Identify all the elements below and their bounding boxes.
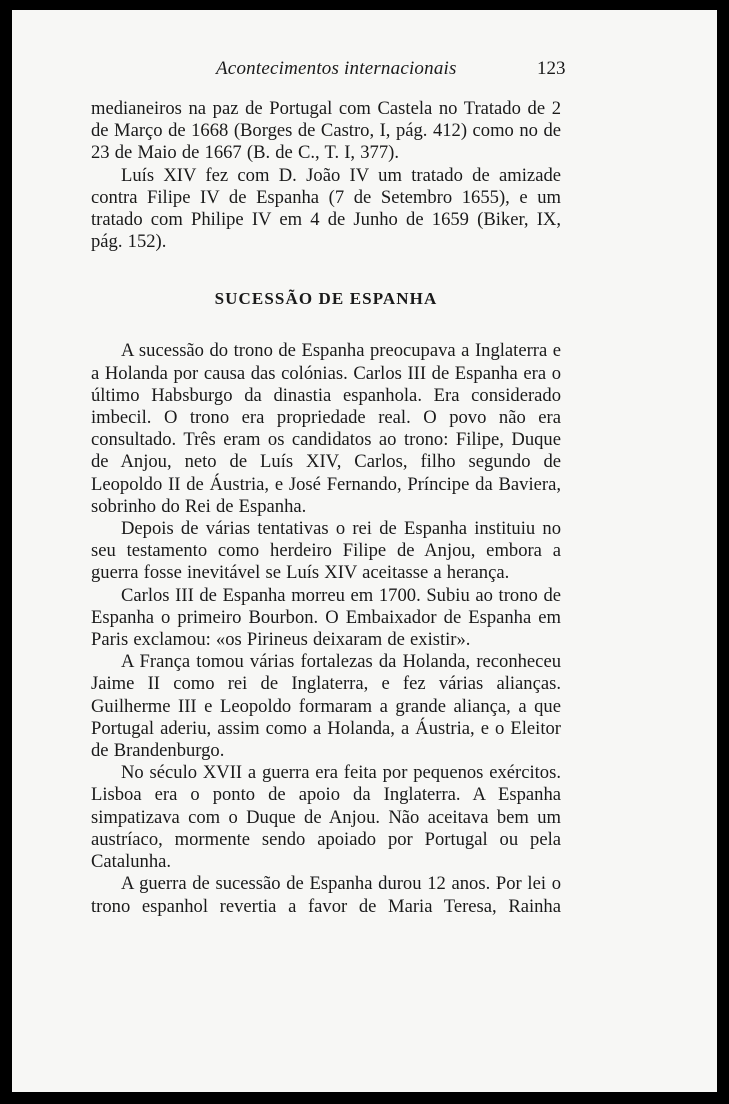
- section-paragraph-1: A sucessão do trono de Espanha preocupava a Inglaterra e a Holanda por causa das colónias. Carlos III de Espanha era o último Habsburgo da dinastia espanhola. Era considerado imbecil. O trono era propriedade real. O povo não era consultado. Três eram os candidatos ao trono: Filipe, Duque de Anjou, neto de Luís XIV, Carlos, filho segundo de Leopoldo II de Áustria, e José Fernando, Príncipe da Baviera, sobrinho do Rei de Espanha.: [91, 340, 561, 517]
- section-paragraph-5: No século XVII a guerra era feita por pequenos exércitos. Lisboa era o ponto de apoio da Inglaterra. A Espanha simpatizava com o Duque de Anjou. Não aceitava bem um austríaco, mormente sendo apoiado por Portugal ou pela Catalunha.: [91, 762, 561, 873]
- section-heading: SUCESSÃO DE ESPANHA: [214, 289, 438, 309]
- section-paragraph-4: A França tomou várias fortalezas da Holanda, reconheceu Jaime II como rei de Inglaterra, e fez várias alianças. Guilherme III e Leopoldo formaram a grande aliança, a que Portugal aderiu, assim como a Holanda, a Áustria, e o Eleitor de Brandenburgo.: [91, 651, 561, 762]
- page-number: 123: [537, 58, 566, 79]
- running-header: [12, 58, 717, 82]
- book-page: [12, 10, 717, 1092]
- intro-paragraph-1: medianeiros na paz de Portugal com Castela no Tratado de 2 de Março de 1668 (Borges de Castro, I, pág. 412) como no de 23 de Maio de 1667 (B. de C., T. I, 377).: [91, 98, 561, 164]
- section-paragraph-6: A guerra de sucessão de Espanha durou 12 anos. Por lei o trono espanhol revertia a favor de Maria Teresa, Rainha: [91, 873, 561, 917]
- intro-paragraph-2: Luís XIV fez com D. João IV um tratado de amizade contra Filipe IV de Espanha (7 de Setembro 1655), e um tratado com Philipe IV em 4 de Junho de 1659 (Biker, IX, pág. 152).: [91, 164, 561, 253]
- page-body: [91, 98, 561, 918]
- section-paragraph-2: Depois de várias tentativas o rei de Espanha instituiu no seu testamento como herdeiro Filipe de Anjou, embora a guerra fosse inevitável se Luís XIV aceitasse a herança.: [91, 518, 561, 584]
- running-title: Acontecimentos internacionais: [216, 58, 457, 79]
- section-paragraph-3: Carlos III de Espanha morreu em 1700. Subiu ao trono de Espanha o primeiro Bourbon. O Embaixador de Espanha em Paris exclamou: «os Pirineus deixaram de existir».: [91, 584, 561, 651]
